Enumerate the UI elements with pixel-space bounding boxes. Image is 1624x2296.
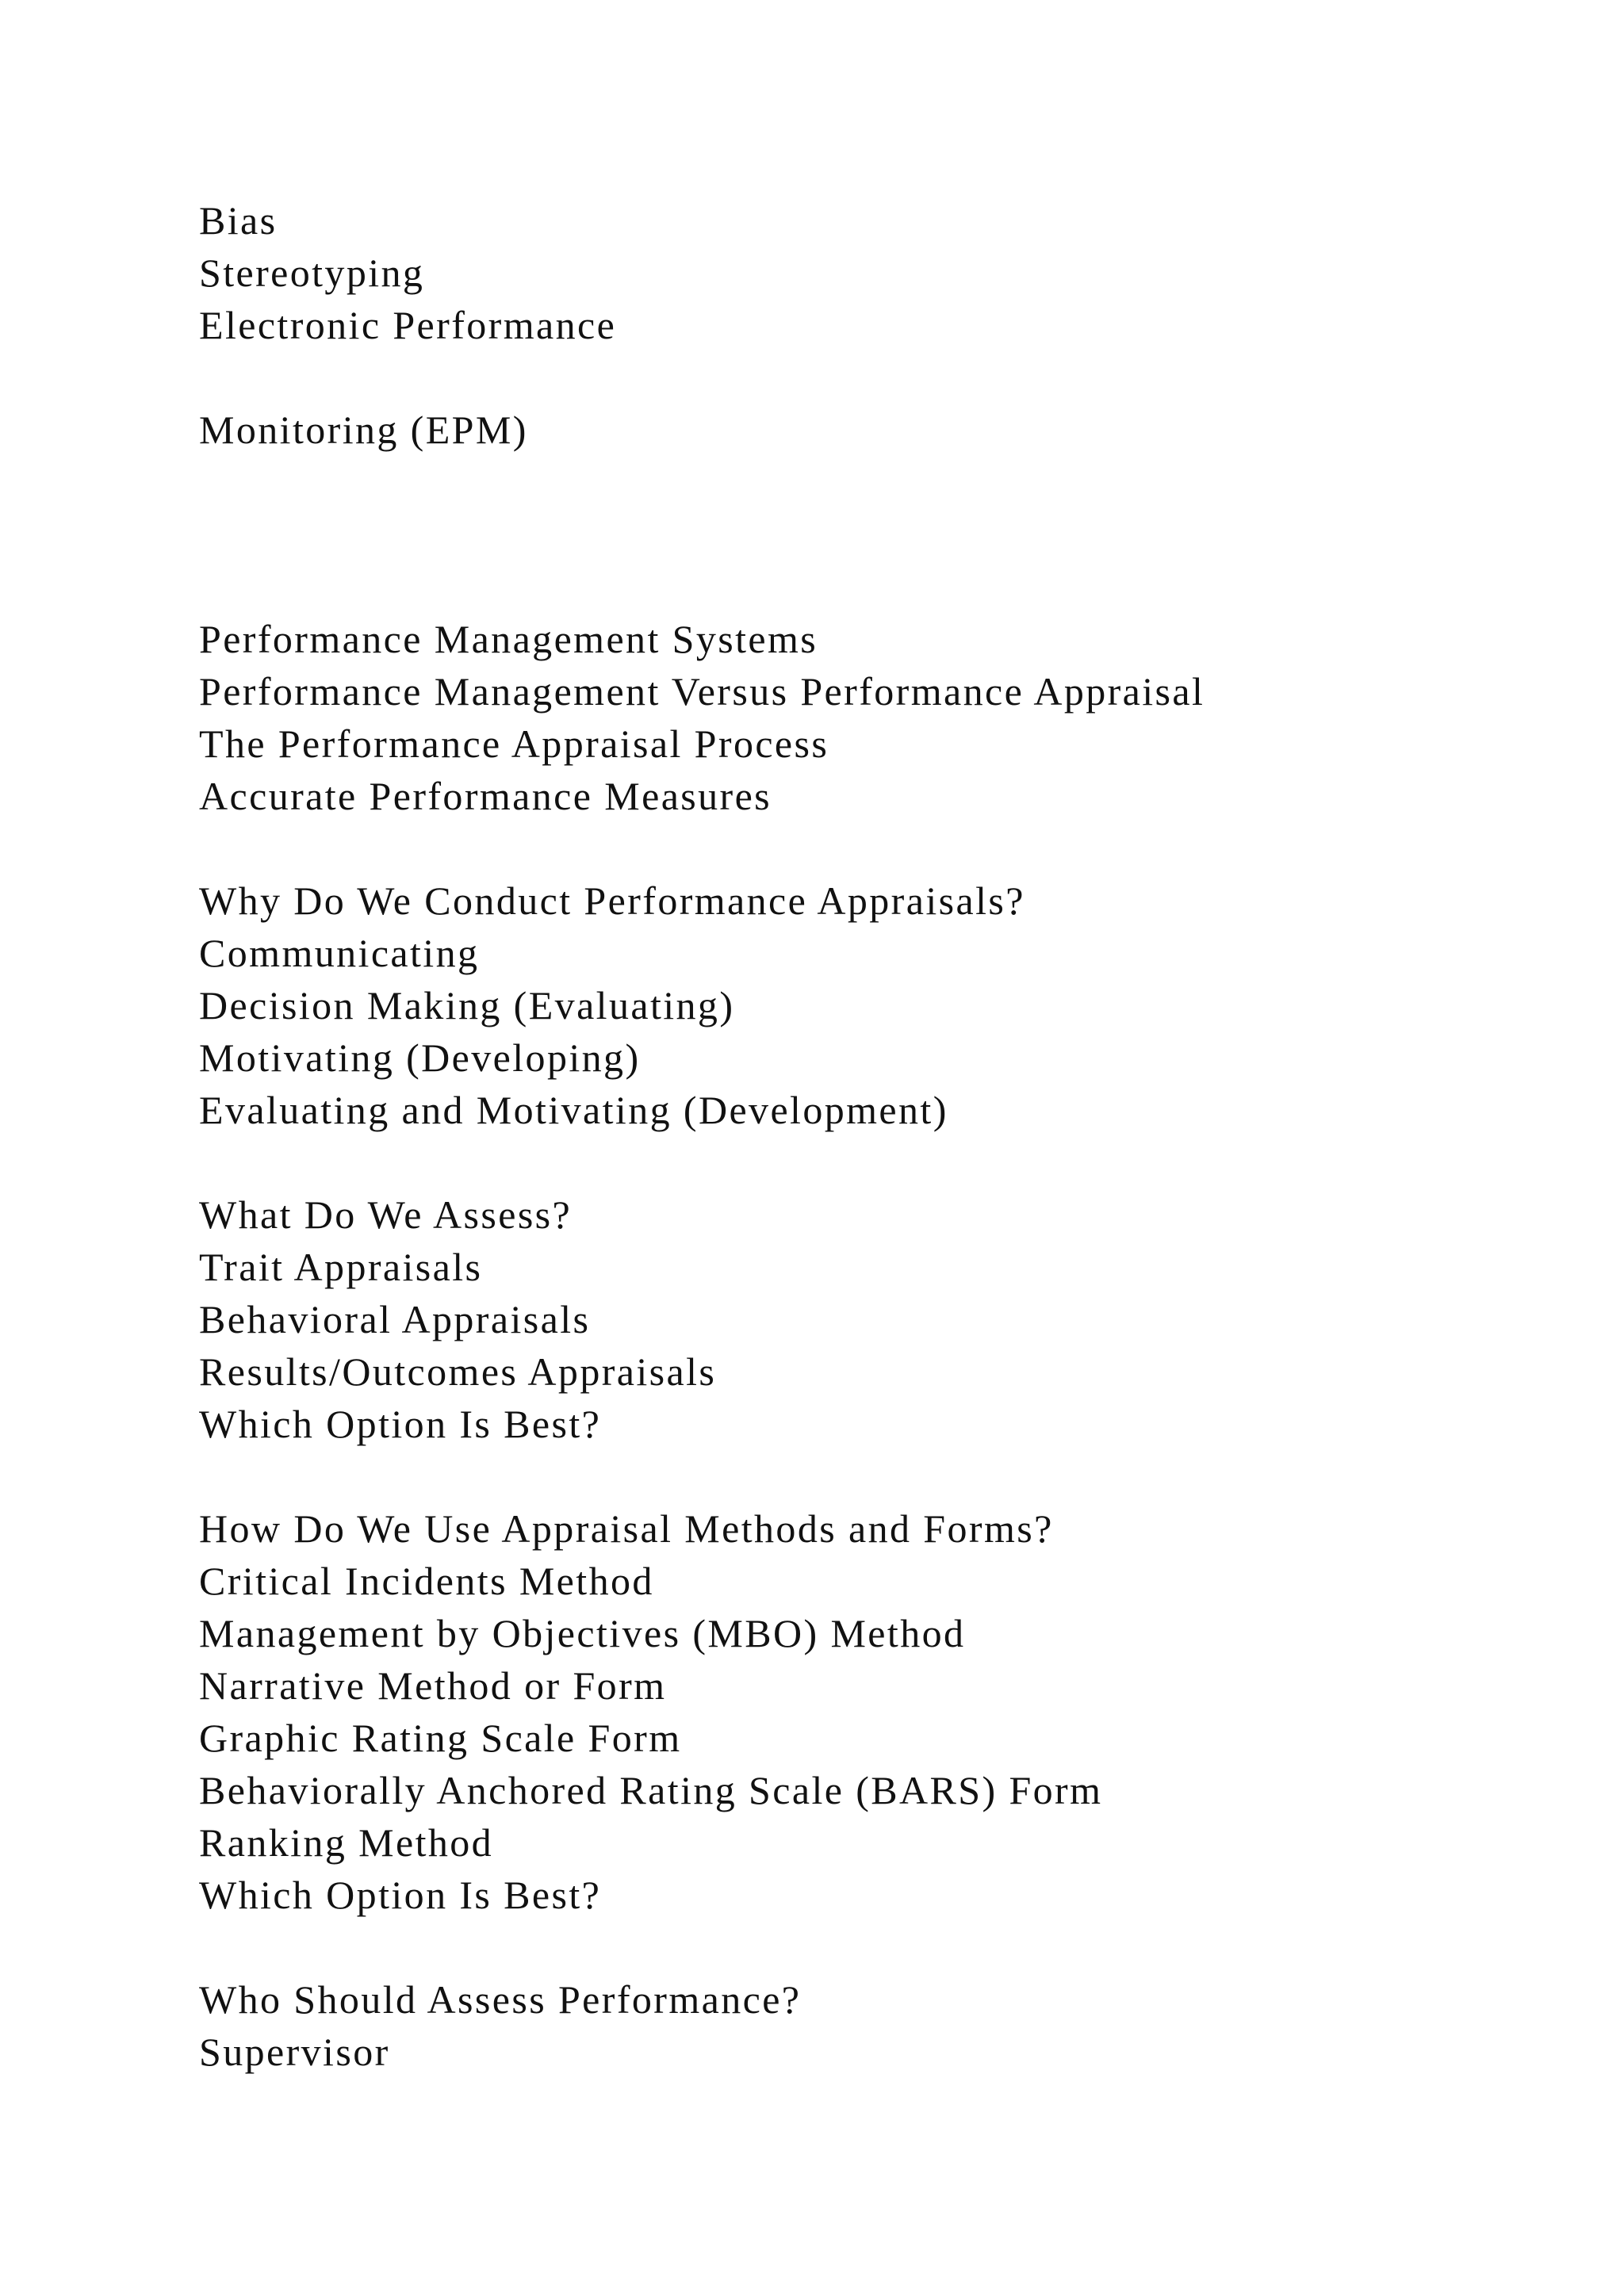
text-line: Supervisor [199,2030,390,2074]
text-line: Who Should Assess Performance? [199,1977,802,2022]
blank-line [199,456,1547,508]
text-line: Graphic Rating Scale Form [199,1716,682,1760]
blank-line [199,351,1547,404]
blank-line [199,1136,1547,1188]
text-line: What Do We Assess? [199,1192,573,1237]
text-line: Results/Outcomes Appraisals [199,1349,717,1394]
blank-line [199,1921,1547,1973]
text-line: Behaviorally Anchored Rating Scale (BARS) Form [199,1768,1103,1812]
text-line: Communicating [199,931,480,975]
blank-line [199,1450,1547,1502]
text-line: Critical Incidents Method [199,1559,654,1603]
text-line: Bias [199,198,278,243]
text-line: Stereotyping [199,251,425,295]
text-line: How Do We Use Appraisal Methods and Forms? [199,1506,1054,1551]
text-line: The Performance Appraisal Process [199,721,829,766]
text-line: Accurate Performance Measures [199,774,772,818]
document-body [199,194,1547,2078]
text-line: Why Do We Conduct Performance Appraisals? [199,878,1025,923]
text-line: Which Option Is Best? [199,1402,602,1446]
text-line: Performance Management Versus Performance Appraisal [199,669,1205,714]
text-line: Ranking Method [199,1820,494,1865]
text-line: Monitoring (EPM) [199,408,528,452]
text-line: Evaluating and Motivating (Development) [199,1088,948,1132]
text-line: Narrative Method or Form [199,1663,667,1708]
text-line: Electronic Performance [199,303,617,347]
text-line: Which Option Is Best? [199,1873,602,1917]
text-line: Behavioral Appraisals [199,1297,591,1341]
text-line: Management by Objectives (MBO) Method [199,1611,966,1655]
blank-line [199,822,1547,874]
section-gap [199,508,1547,613]
text-line: Performance Management Systems [199,617,818,661]
text-line: Decision Making (Evaluating) [199,983,735,1027]
text-line: Trait Appraisals [199,1245,483,1289]
text-line: Motivating (Developing) [199,1035,641,1080]
